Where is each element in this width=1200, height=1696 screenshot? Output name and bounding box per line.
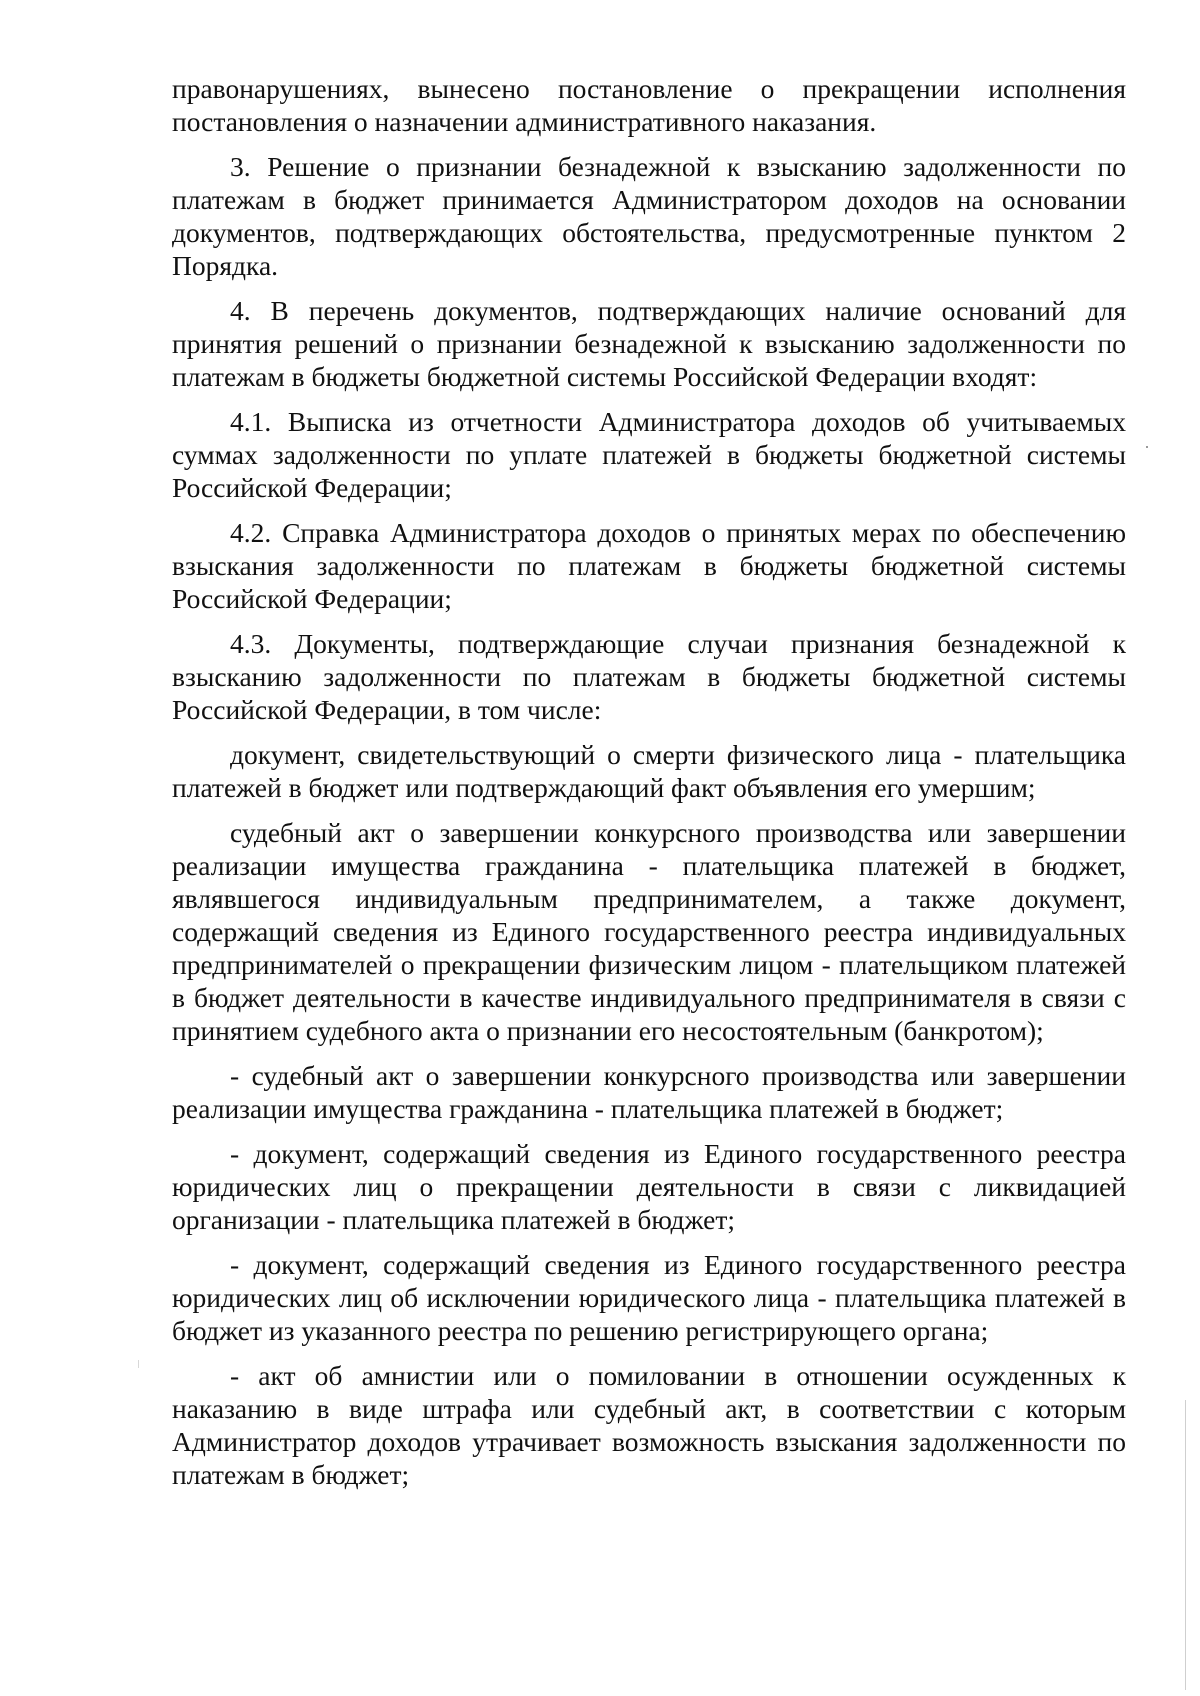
paragraph-exclusion: - документ, содержащий сведения из Единого государственного реестра юридических лиц об исключении юридического лица - плательщика платежей в бюджет из указанного реестра по решению регистрирующего органа; xyxy=(172,1249,1126,1346)
paragraph-amnesty: - акт об амнистии или о помиловании в отношении осужденных к наказанию в виде штрафа или судебный акт, в соответствии с которым Администратор доходов утрачивает возможность взыскания задолженности по платежам в бюджет; xyxy=(172,1360,1126,1490)
paragraph-death-document: документ, свидетельствующий о смерти физического лица - плательщика платежей в бюджет или подтверждающий факт объявления его умершим; xyxy=(172,739,1126,803)
paragraph-continuation: правонарушениях, вынесено постановление о прекращении исполнения постановления о назначении административного наказания. xyxy=(172,73,1126,137)
scan-speck xyxy=(138,1360,139,1368)
document-body xyxy=(172,72,1126,1503)
scan-speck xyxy=(1146,446,1148,448)
paragraph-item-4-2: 4.2. Справка Администратора доходов о принятых мерах по обеспечению взыскания задолженности по платежам в бюджеты бюджетной системы Российской Федерации; xyxy=(172,517,1126,614)
paragraph-bankruptcy-entrepreneur: судебный акт о завершении конкурсного производства или завершении реализации имущества гражданина - плательщика платежей в бюджет, являвшегося индивидуальным предпринимателем, а также документ, содержащий сведения из Единого государственного реестра индивидуальных предпринимателей о прекращении физическим лицом - плательщиком платежей в бюджет деятельности в качестве индивидуального предпринимателя в связи с принятием судебного акта о признании его несостоятельным (банкротом); xyxy=(172,817,1126,1046)
paragraph-bankruptcy-citizen: - судебный акт о завершении конкурсного производства или завершении реализации имущества гражданина - плательщика платежей в бюджет; xyxy=(172,1060,1126,1124)
paragraph-item-4-3: 4.3. Документы, подтверждающие случаи признания безнадежной к взысканию задолженности по платежам в бюджеты бюджетной системы Российской Федерации, в том числе: xyxy=(172,628,1126,725)
scan-edge-line xyxy=(1185,1400,1186,1690)
paragraph-item-3: 3. Решение о признании безнадежной к взысканию задолженности по платежам в бюджет принимается Администратором доходов на основании документов, подтверждающих обстоятельства, предусмотренные пунктом 2 Порядка. xyxy=(172,151,1126,281)
paragraph-item-4: 4. В перечень документов, подтверждающих наличие оснований для принятия решений о признании безнадежной к взысканию задолженности по платежам в бюджеты бюджетной системы Российской Федерации входят: xyxy=(172,295,1126,392)
paragraph-item-4-1: 4.1. Выписка из отчетности Администратора доходов об учитываемых суммах задолженности по уплате платежей в бюджеты бюджетной системы Российской Федерации; xyxy=(172,406,1126,503)
paragraph-liquidation: - документ, содержащий сведения из Единого государственного реестра юридических лиц о прекращении деятельности в связи с ликвидацией организации - плательщика платежей в бюджет; xyxy=(172,1138,1126,1235)
